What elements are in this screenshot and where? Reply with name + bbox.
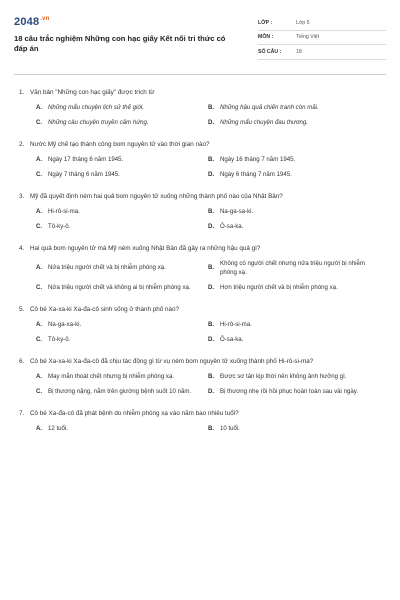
option-letter: D. (208, 222, 215, 230)
header-left (14, 10, 239, 60)
option-letter: C. (36, 170, 43, 178)
question-block (14, 140, 386, 179)
meta-label: SỐ CÂU : (258, 48, 282, 55)
header-divider (14, 74, 386, 75)
question-number: 4. (19, 244, 25, 252)
option-text: 10 tuổi. (220, 424, 240, 432)
meta-label: MÔN : (258, 34, 274, 41)
question-text: Văn bản "Những con hạc giấy" được trích từ (30, 88, 155, 96)
answer-option[interactable] (36, 320, 208, 329)
question-row (14, 409, 386, 418)
option-text: Hi-rô-si-ma. (48, 207, 80, 215)
meta-value: Lớp 5 (296, 19, 310, 26)
question-list (14, 88, 386, 433)
answer-options (14, 207, 386, 231)
question-row (14, 192, 386, 201)
option-text: Ngày 17 tháng 6 năm 1945. (48, 155, 124, 163)
answer-options (14, 372, 386, 396)
answer-options (14, 155, 386, 179)
option-letter: C. (36, 222, 43, 230)
option-text: Những hậu quả chiến tranh còn mãi. (220, 103, 319, 111)
option-letter: A. (36, 424, 43, 432)
option-text: Ngày 6 tháng 7 năm 1945. (220, 170, 292, 178)
page-header (14, 10, 386, 60)
answer-option[interactable] (208, 335, 380, 344)
option-text: May mắn thoát chết nhưng bị nhiễm phóng xạ. (48, 372, 175, 380)
answer-option[interactable] (36, 170, 208, 179)
page-title: 18 câu trắc nghiệm Những con hạc giấy Kết nối tri thức có đáp án (14, 34, 226, 53)
answer-option[interactable] (208, 259, 380, 277)
question-row (14, 357, 386, 366)
answer-option[interactable] (36, 118, 208, 127)
option-letter: D. (208, 283, 215, 291)
question-number: 3. (19, 192, 25, 200)
option-text: Nửa triệu người chết và bị nhiễm phóng xạ. (48, 264, 166, 271)
option-text: Bị thương nặng, nằm trên giường bệnh suốt 10 năm. (48, 387, 192, 395)
option-text: Những câu chuyện truyền cảm hứng. (48, 118, 149, 126)
question-number: 6. (19, 357, 25, 365)
option-letter: C. (36, 283, 43, 291)
option-text: 12 tuổi. (48, 424, 68, 432)
answer-option[interactable] (208, 424, 380, 433)
logo-text: 2048 (14, 16, 40, 28)
option-letter: A. (36, 372, 43, 380)
question-text: Cô bé Xa-đa-cô đã phát bệnh do nhiễm phóng xạ vào năm bao nhiêu tuổi? (30, 409, 239, 417)
meta-info (258, 16, 386, 60)
option-text: Hơn triệu người chết và bị nhiễm phóng xạ. (220, 283, 338, 291)
option-letter: D. (208, 118, 215, 126)
question-text: Hai quả bom nguyên tử mà Mỹ ném xuống Nhật Bản đã gây ra những hậu quả gì? (30, 244, 261, 252)
option-text: Ô-sa-ka. (220, 222, 244, 230)
answer-option[interactable] (208, 170, 380, 179)
answer-options (14, 320, 386, 344)
question-row (14, 88, 386, 97)
option-letter: B. (208, 372, 215, 380)
question-row (14, 140, 386, 149)
option-letter: B. (208, 155, 215, 163)
answer-option[interactable] (36, 387, 208, 396)
option-letter: B. (208, 207, 215, 215)
answer-options (14, 259, 386, 292)
option-letter: A. (36, 155, 43, 163)
option-letter: B. (208, 103, 215, 111)
question-row (14, 305, 386, 314)
answer-option[interactable] (208, 387, 380, 396)
question-text: Cô bé Xa-xa-ki Xa-đa-cô đã chịu tác động gì từ vụ ném bom nguyên tử xuống thành phố Hi-rô-si-ma? (30, 357, 314, 365)
question-text: Mỹ đã quyết định ném hai quả bom nguyên tử xuống những thành phố nào của Nhật Bản? (30, 192, 283, 200)
question-block (14, 305, 386, 344)
option-text: Không có người chết nhưng nửa triệu người bị nhiễm phóng xạ. (220, 259, 365, 276)
question-block (14, 357, 386, 396)
option-letter: B. (208, 320, 215, 328)
meta-row-count (258, 45, 386, 60)
question-text: Nước Mỹ chế tạo thành công bom nguyên tử vào thời gian nào? (30, 140, 210, 148)
meta-row-class (258, 16, 386, 31)
question-text: Cô bé Xa-xa-ki Xa-đa-cô sinh sống ở thành phố nào? (30, 305, 180, 313)
option-letter: B. (208, 264, 215, 271)
option-letter: A. (36, 207, 43, 215)
option-letter: C. (36, 335, 43, 343)
answer-option[interactable] (36, 259, 208, 277)
question-number: 2. (19, 140, 25, 148)
question-block (14, 88, 386, 127)
answer-options (14, 103, 386, 127)
option-letter: C. (36, 387, 43, 395)
option-text: Ô-sa-ka. (220, 335, 244, 343)
answer-options (14, 424, 386, 433)
answer-option[interactable] (208, 283, 380, 292)
question-block (14, 244, 386, 292)
answer-option[interactable] (36, 424, 208, 433)
question-block (14, 409, 386, 433)
answer-option[interactable] (208, 372, 380, 381)
option-letter: D. (208, 170, 215, 178)
option-text: Những mẩu chuyện lịch sử thế giới. (48, 103, 145, 111)
answer-option[interactable] (36, 283, 208, 292)
meta-row-subject (258, 31, 386, 46)
option-letter: D. (208, 387, 215, 395)
option-letter: B. (208, 424, 215, 432)
answer-option[interactable] (208, 207, 380, 216)
option-text: Na-ga-sa-ki. (220, 207, 254, 215)
meta-value: 18 (296, 48, 302, 55)
option-text: Những mẩu chuyện đau thương. (220, 118, 308, 126)
option-letter: A. (36, 264, 43, 271)
answer-option[interactable] (36, 155, 208, 164)
answer-option[interactable] (208, 320, 380, 329)
question-row (14, 244, 386, 253)
option-text: Ngày 7 tháng 6 năm 1945. (48, 170, 120, 178)
option-text: Ngày 16 tháng 7 năm 1945. (220, 155, 296, 163)
question-number: 1. (19, 88, 25, 96)
option-text: Được sơ tán kịp thời nên không ảnh hưởng gì. (220, 372, 347, 380)
option-text: Tô-ky-ô. (48, 222, 71, 230)
answer-option[interactable] (36, 103, 208, 112)
answer-option[interactable] (208, 118, 380, 127)
meta-value: Tiếng Việt (296, 34, 320, 41)
answer-option[interactable] (208, 222, 380, 231)
option-text: Nửa triệu người chết và không ai bị nhiễm phóng xạ. (48, 283, 191, 291)
site-logo[interactable] (14, 16, 239, 28)
option-letter: D. (208, 335, 215, 343)
logo-suffix: .vn (40, 16, 50, 22)
option-letter: A. (36, 103, 43, 111)
answer-option[interactable] (208, 155, 380, 164)
option-letter: C. (36, 118, 43, 126)
option-text: Bị thương nhẹ rồi hồi phục hoàn toàn sau vài ngày. (220, 387, 359, 395)
question-number: 7. (19, 409, 25, 417)
answer-option[interactable] (208, 103, 380, 112)
answer-option[interactable] (36, 372, 208, 381)
answer-option[interactable] (36, 335, 208, 344)
option-text: Hi-rô-si-ma. (220, 320, 252, 328)
answer-option[interactable] (36, 207, 208, 216)
question-number: 5. (19, 305, 25, 313)
option-letter: A. (36, 320, 43, 328)
option-text: Tô-ky-ô. (48, 335, 71, 343)
answer-option[interactable] (36, 222, 208, 231)
question-block (14, 192, 386, 231)
option-text: Na-ga-xa-ki. (48, 320, 82, 328)
meta-label: LỚP : (258, 19, 273, 26)
